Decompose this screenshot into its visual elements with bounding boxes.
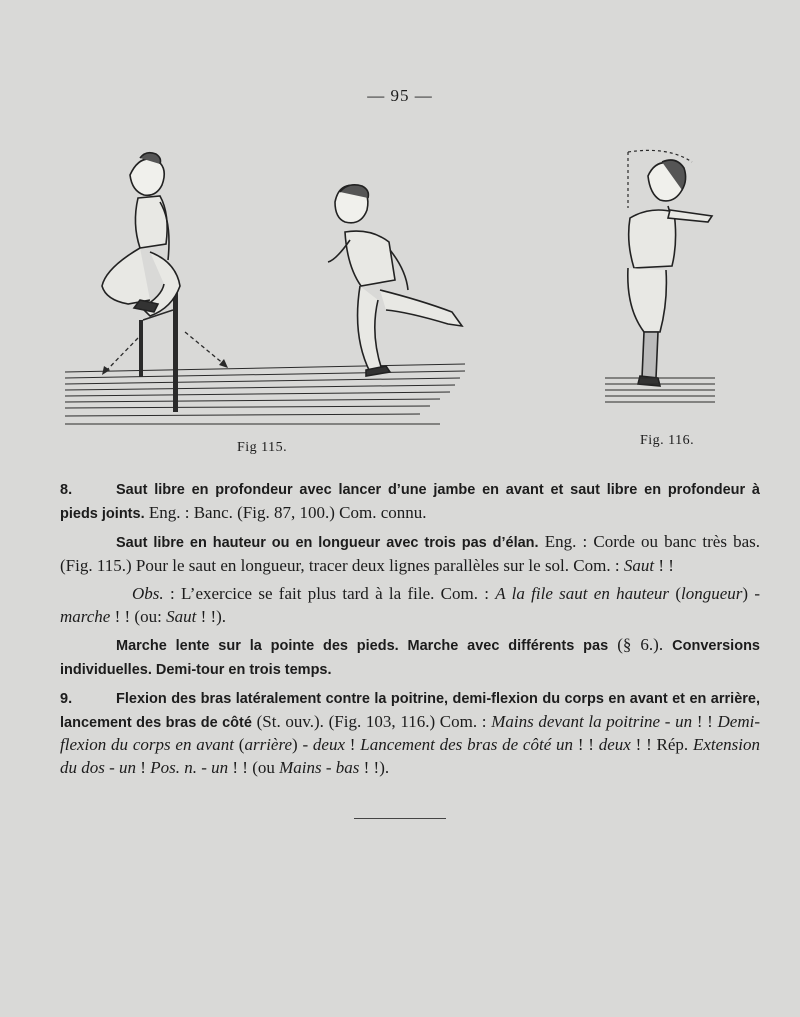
section-9-command-1: Mains devant la poitrine - un <box>491 711 693 731</box>
section-8-p2-heading: Saut libre en hauteur ou en longueur avec trois pas d’élan. <box>116 535 539 551</box>
obs-text-2: ! ! (ou: <box>110 606 167 626</box>
section-9-heading: Flexion des bras latéralement contre la poitrine, demi-flexion du corps en avant et en arrière, lancement des bras de côté <box>60 691 760 731</box>
section-8-p3-heading-2: Conversions individuelles. Demi-tour en trois temps. <box>60 638 760 678</box>
section-8-p3-ref: (§ 6.). <box>608 635 673 654</box>
section-9-command-3: arrière <box>244 735 292 754</box>
section-8-p1-text: Eng. : Banc. (Fig. 87, 100.) Com. connu. <box>144 502 427 522</box>
section-8-observation <box>60 583 760 628</box>
figure-115-illustration <box>60 140 480 430</box>
section-9-sep-5: ! <box>136 757 151 777</box>
obs-command-2: longueur <box>680 584 743 603</box>
section-8-paragraph-1 <box>60 478 760 525</box>
section-8-paragraph-2 <box>60 531 760 577</box>
section-8-p2-command: Saut <box>623 555 655 575</box>
section-9-sep-4: ! ! Rép. <box>630 735 693 754</box>
section-8-paragraph-3 <box>60 634 760 681</box>
obs-command-1: A la file saut en hauteur <box>495 584 670 603</box>
section-9-command-7: Extension du dos - un <box>60 735 761 777</box>
section-9-command-5: Lancement des bras de côté un <box>360 735 574 754</box>
figure-116-illustration <box>600 140 720 410</box>
obs-label: Obs. <box>132 584 164 603</box>
section-9-text: (St. ouv.). (Fig. 103, 116.) Com. : <box>251 711 492 731</box>
section-9-command-6: deux <box>598 735 631 754</box>
section-9-command-9: Mains - bas <box>279 757 360 777</box>
obs-paren-1: ( <box>669 584 681 603</box>
section-9-sep-1: ! ! <box>692 711 718 731</box>
section-9-paren-2: ) - <box>292 735 313 754</box>
section-9-command-2: Demi-flexion du corps en avant <box>60 711 760 754</box>
obs-command-4: Saut <box>166 606 197 626</box>
section-8-heading: Saut libre en profondeur avec lancer d’une jambe en avant et saut libre en profondeur à pieds joints. <box>60 482 760 522</box>
obs-text: : L’exercice se fait plus tard à la file. Com. : <box>163 584 496 603</box>
section-9-sep-2: ! <box>345 735 361 754</box>
body-text <box>60 478 760 785</box>
page-number: — 95 — <box>367 86 433 105</box>
section-8-p2-end: ! ! <box>654 555 674 575</box>
section-8-p3-heading-1: Marche lente sur la pointe des pieds. Marche avec différents pas <box>116 638 609 654</box>
section-8-number: 8. <box>60 482 73 498</box>
section-9-paragraph <box>60 687 760 779</box>
section-9-end: ! !). <box>359 757 390 777</box>
obs-paren-2: ) - <box>742 584 760 603</box>
section-9-command-8: Pos. n. - un <box>150 757 229 777</box>
section-8-p2-text: Eng. : Corde ou banc très bas. (Fig. 115.) Pour le saut en longueur, tracer deux lignes parallèles sur le sol. Com. : <box>60 532 761 575</box>
section-9-sep-3: ! ! <box>573 735 599 754</box>
figure-116-caption: Fig. 116. <box>640 433 695 448</box>
obs-end: ! !). <box>196 606 227 626</box>
figure-115-caption: Fig 115. <box>237 440 288 455</box>
obs-command-3: marche <box>60 606 111 626</box>
end-rule <box>354 818 446 819</box>
section-9-sep-6: ! ! (ou <box>228 757 280 777</box>
section-9-paren-1: ( <box>234 735 245 754</box>
section-9-number: 9. <box>60 691 73 707</box>
section-9-command-4: deux <box>312 735 345 754</box>
